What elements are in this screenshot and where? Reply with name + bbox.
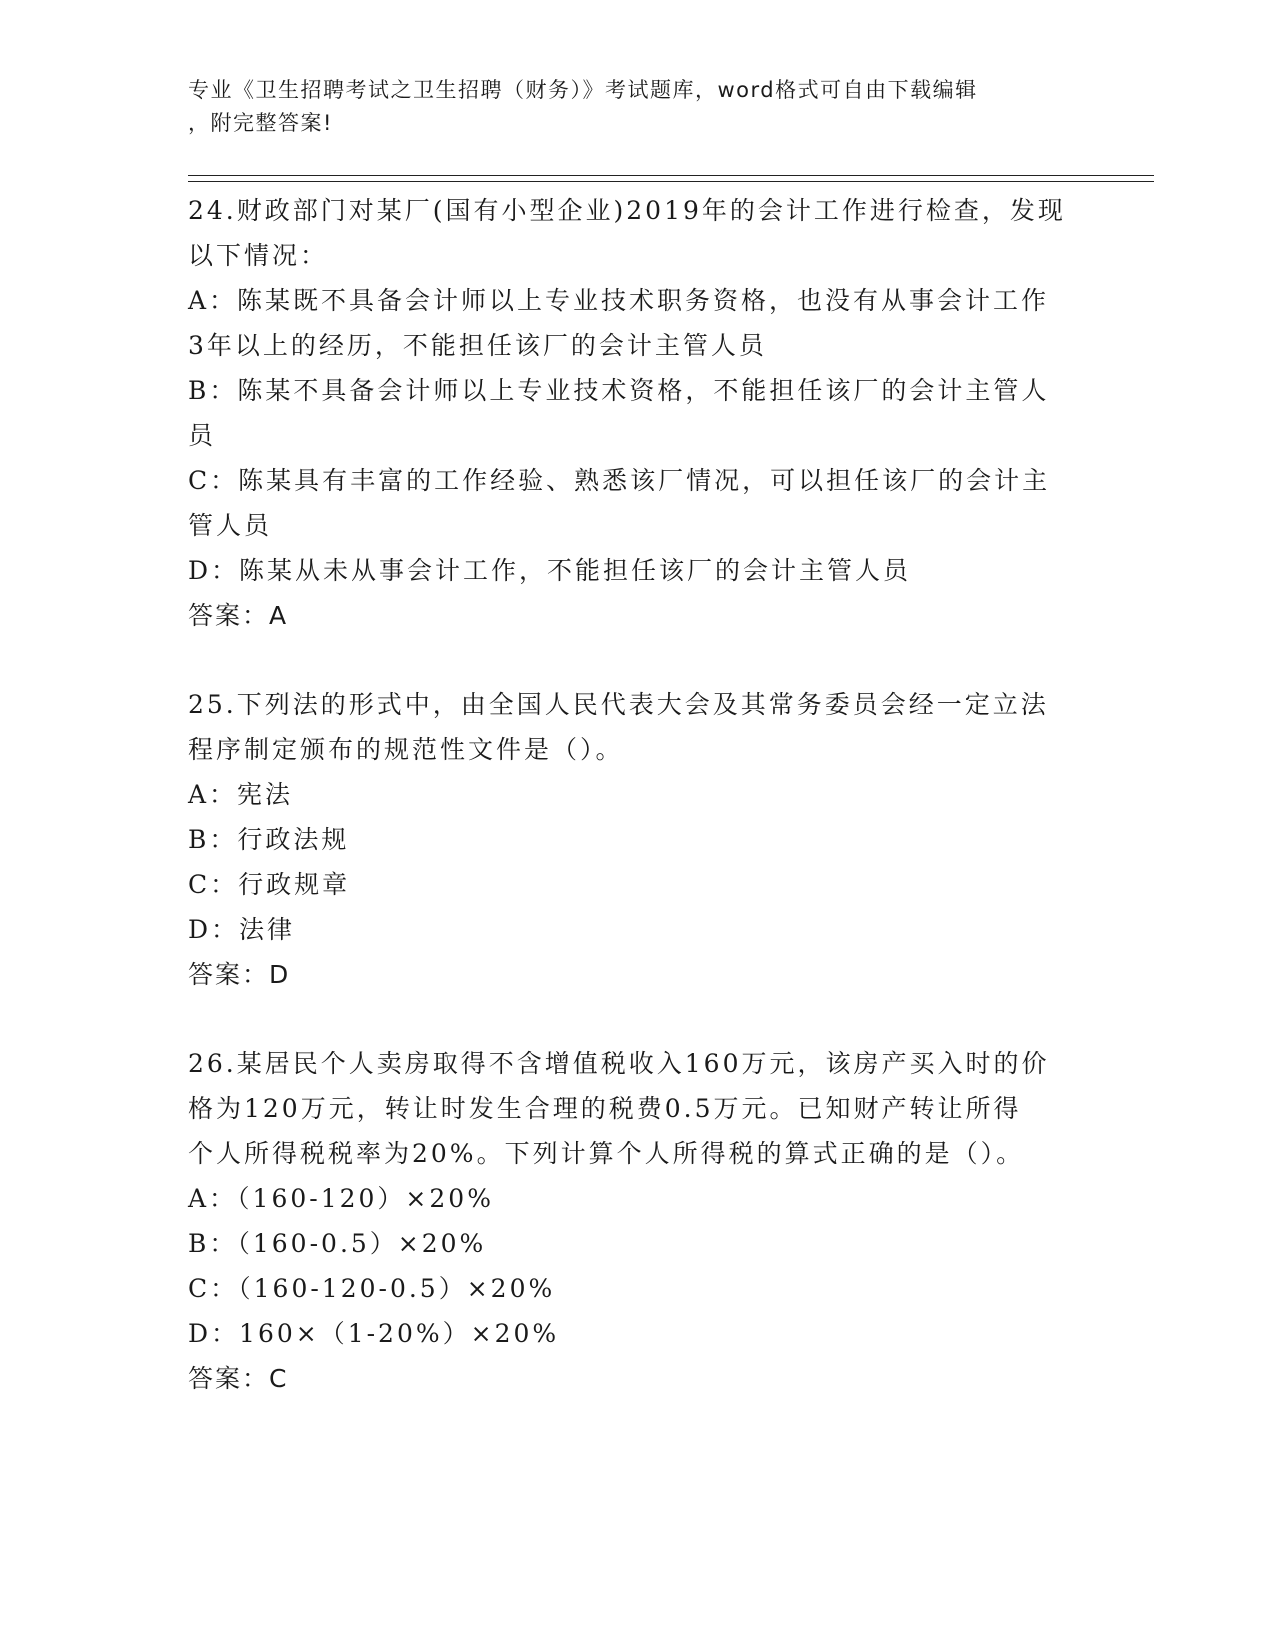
option-a-cont: 3年以上的经历，不能担任该厂的会计主管人员 xyxy=(188,331,767,360)
question-list xyxy=(188,188,1088,1445)
option-b: B：（160-0.5）×20% xyxy=(188,1229,487,1258)
header-line: ，附完整答案! xyxy=(188,111,333,135)
option-b: B：行政法规 xyxy=(188,825,350,854)
option-a: A：陈某既不具备会计师以上专业技术职务资格，也没有从事会计工作 xyxy=(188,286,1050,315)
option-c: C：陈某具有丰富的工作经验、熟悉该厂情况，可以担任该厂的会计主 xyxy=(188,466,1051,495)
question-stem-line: 26.某居民个人卖房取得不含增值税收入160万元，该房产买入时的价 xyxy=(188,1049,1050,1078)
option-c: C：行政规章 xyxy=(188,870,351,899)
option-a: A：宪法 xyxy=(188,780,294,809)
option-c: C：（160-120-0.5）×20% xyxy=(188,1274,556,1303)
question-26 xyxy=(188,1041,1088,1401)
question-stem-line: 24.财政部门对某厂(国有小型企业)2019年的会计工作进行检查，发现 xyxy=(188,196,1066,225)
answer-line: 答案：A xyxy=(188,601,289,630)
option-a: A：（160-120）×20% xyxy=(188,1184,494,1213)
header-line: 专业《卫生招聘考试之卫生招聘（财务）》考试题库，word格式可自由下载编辑 xyxy=(188,78,978,102)
header-divider-bottom xyxy=(188,181,1154,182)
question-25 xyxy=(188,682,1088,997)
option-d: D：法律 xyxy=(188,915,296,944)
question-stem-line: 以下情况： xyxy=(188,241,329,270)
question-24 xyxy=(188,188,1088,638)
option-c-cont: 管人员 xyxy=(188,511,273,540)
option-b: B：陈某不具备会计师以上专业技术资格，不能担任该厂的会计主管人 xyxy=(188,376,1050,405)
option-d: D：160×（1-20%）×20% xyxy=(188,1319,560,1348)
question-stem-line: 程序制定颁布的规范性文件是（）。 xyxy=(188,735,624,764)
answer-line: 答案：D xyxy=(188,960,291,989)
option-b-cont: 员 xyxy=(188,421,217,450)
question-stem-line: 个人所得税税率为20%。下列计算个人所得税的算式正确的是（）。 xyxy=(188,1139,1025,1168)
question-stem-line: 25.下列法的形式中，由全国人民代表大会及其常务委员会经一定立法 xyxy=(188,690,1049,719)
header-divider-top xyxy=(188,175,1154,176)
answer-line: 答案：C xyxy=(188,1364,289,1393)
option-d: D：陈某从未从事会计工作，不能担任该厂的会计主管人员 xyxy=(188,556,912,585)
question-stem-line: 格为120万元，转让时发生合理的税费0.5万元。已知财产转让所得 xyxy=(188,1094,1022,1123)
document-header xyxy=(188,74,1068,140)
